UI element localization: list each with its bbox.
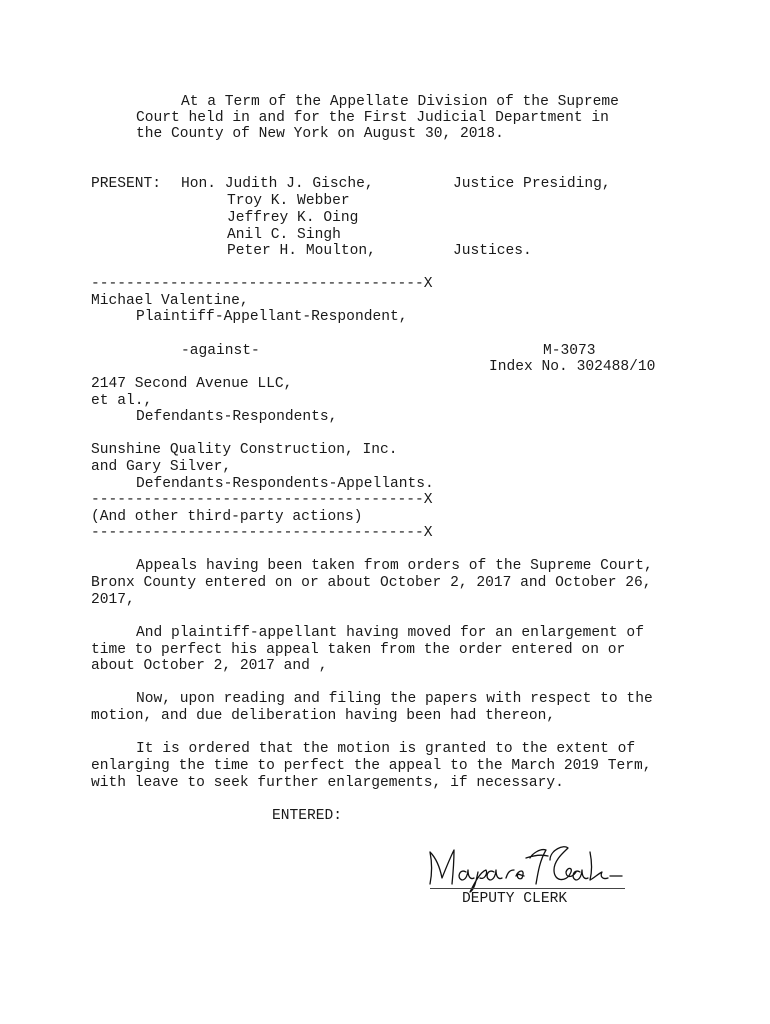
present-label: PRESENT: [91,176,162,192]
index-number: Index No. 302488/10 [489,359,656,375]
paragraph-line: enlarging the time to perfect the appeal to the March 2019 Term, [91,758,652,774]
paragraph-line: time to perfect his appeal taken from the order entered on or [91,642,626,658]
role-presiding: Justice Presiding, [453,176,611,192]
plaintiff-name: Michael Valentine, [91,293,249,309]
motion-number: M-3073 [543,343,596,359]
judge-name: Peter H. Moulton, [227,243,376,259]
paragraph-line: Bronx County entered on or about October 2, 2017 and October 26, [91,575,652,591]
term-heading-line-3: the County of New York on August 30, 2018. [136,126,504,142]
paragraph-line: 2017, [91,592,135,608]
caption-separator: --------------------------------------X [91,276,433,292]
caption-separator: --------------------------------------X [91,525,433,541]
other-actions-note: (And other third-party actions) [91,509,363,525]
signature-line [430,888,625,889]
defendant-role: Defendants-Respondents, [136,409,338,425]
paragraph-line: Now, upon reading and filing the papers with respect to the [136,691,653,707]
judge-name: Anil C. Singh [227,227,341,243]
term-heading-line-1: At a Term of the Appellate Division of the Supreme [181,94,619,110]
defendant-name: et al., [91,393,153,409]
plaintiff-role: Plaintiff-Appellant-Respondent, [136,309,408,325]
paragraph-line: about October 2, 2017 and , [91,658,328,674]
deputy-clerk-label: DEPUTY CLERK [462,891,568,907]
entered-label: ENTERED: [272,808,343,824]
defendant-role: Defendants-Respondents-Appellants. [136,476,434,492]
judge-name: Jeffrey K. Oing [227,210,359,226]
judge-name: Troy K. Webber [227,193,350,209]
paragraph-line: motion, and due deliberation having been had thereon, [91,708,556,724]
defendant-name: 2147 Second Avenue LLC, [91,376,293,392]
paragraph-line: It is ordered that the motion is granted to the extent of [136,741,636,757]
defendant-name: and Gary Silver, [91,459,232,475]
paragraph-line: Appeals having been taken from orders of the Supreme Court, [136,558,653,574]
paragraph-line: And plaintiff-appellant having moved for an enlargement of [136,625,644,641]
against-label: -against- [181,343,260,359]
signature [422,838,627,894]
term-heading-line-2: Court held in and for the First Judicial Department in [136,110,609,126]
judge-name: Hon. Judith J. Gische, [181,176,374,192]
paragraph-line: with leave to seek further enlargements, if necessary. [91,775,564,791]
role-justices: Justices. [453,243,532,259]
defendant-name: Sunshine Quality Construction, Inc. [91,442,398,458]
caption-separator: --------------------------------------X [91,492,433,508]
